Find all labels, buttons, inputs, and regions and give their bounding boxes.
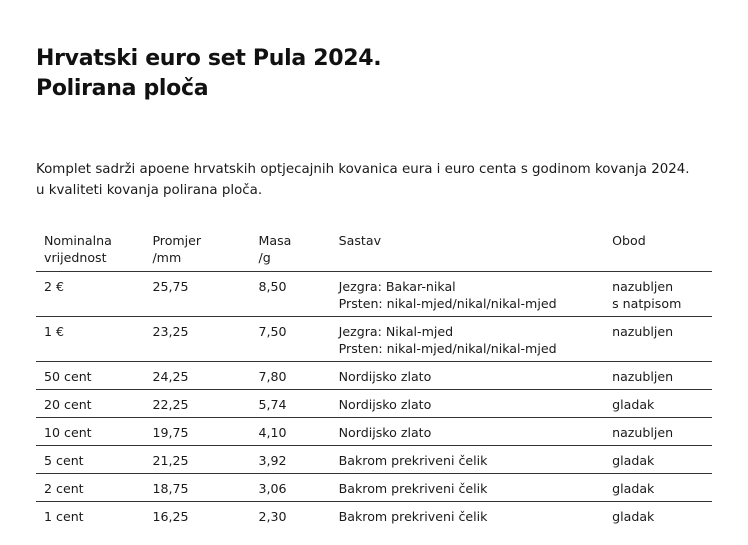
- cell-composition: [331, 272, 604, 317]
- page-title: [36, 44, 381, 104]
- table-row: [36, 390, 712, 418]
- cell-composition: [331, 362, 604, 390]
- cell-mass: 7,50: [251, 317, 331, 362]
- cell-composition-line: Nordijsko zlato: [338, 397, 432, 412]
- cell-edge: [604, 418, 712, 446]
- header-mass: [251, 228, 331, 272]
- coin-spec-table: [36, 228, 712, 529]
- cell-diameter: 24,25: [144, 362, 250, 390]
- cell-composition-line: Bakrom prekriveni čelik: [338, 509, 488, 524]
- cell-edge: [604, 390, 712, 418]
- table-header: [36, 228, 712, 272]
- header-nominal-line-1: Nominalna: [44, 233, 112, 248]
- cell-nominal: 20 cent: [36, 390, 144, 418]
- cell-composition-line: Jezgra: Bakar-nikal: [338, 279, 456, 294]
- cell-diameter: 19,75: [144, 418, 250, 446]
- cell-edge-line: nazubljen: [612, 279, 674, 294]
- cell-nominal: 2 cent: [36, 474, 144, 502]
- header-diameter-line-2: /mm: [152, 250, 182, 265]
- cell-mass: 7,80: [251, 362, 331, 390]
- cell-nominal: 1 cent: [44, 509, 84, 524]
- header-mass-line-2: /g: [258, 250, 271, 265]
- cell-nominal: 5 cent: [36, 446, 144, 474]
- cell-diameter: 22,25: [144, 390, 250, 418]
- table-row: [36, 446, 712, 474]
- cell-diameter: 23,25: [144, 317, 250, 362]
- cell-edge-line: nazubljen: [612, 369, 674, 384]
- cell-nominal: 10 cent: [36, 418, 144, 446]
- header-nominal: [36, 228, 144, 272]
- intro-line-1: Komplet sadrži apoene hrvatskih optjecajnih kovanica eura i euro centa s godinom kovanja 2024.: [36, 162, 690, 177]
- cell-edge-line: s natpisom: [612, 296, 682, 311]
- cell-composition: [331, 446, 604, 474]
- cell-diameter: 25,75: [144, 272, 250, 317]
- header-edge-line-1: Obod: [612, 233, 646, 248]
- intro-line-2: u kvaliteti kovanja polirana ploča.: [36, 183, 263, 198]
- cell-edge-line: nazubljen: [612, 425, 674, 440]
- cell-composition: [331, 390, 604, 418]
- cell-composition-line: Jezgra: Nikal-mjed: [338, 324, 454, 339]
- table-row: [36, 362, 712, 390]
- cell-mass: 8,50: [251, 272, 331, 317]
- header-composition: [331, 228, 604, 272]
- title-line-1: Hrvatski euro set Pula 2024.: [36, 46, 382, 71]
- cell-nominal: 50 cent: [36, 362, 144, 390]
- cell-composition-line: Prsten: nikal-mjed/nikal/nikal-mjed: [338, 296, 557, 311]
- table-row: [36, 502, 712, 530]
- cell-nominal: 2 €: [36, 272, 144, 317]
- cell-edge-line: gladak: [612, 397, 655, 412]
- cell-composition-line: Bakrom prekriveni čelik: [338, 453, 488, 468]
- cell-composition: [331, 474, 604, 502]
- cell-composition-line: Prsten: nikal-mjed/nikal/nikal-mjed: [338, 341, 557, 356]
- header-nominal-line-2: vrijednost: [44, 250, 107, 265]
- cell-edge-line: nazubljen: [612, 324, 674, 339]
- intro-paragraph: [36, 159, 726, 201]
- header-diameter: [144, 228, 250, 272]
- cell-composition-line: Nordijsko zlato: [338, 425, 432, 440]
- cell-edge: [604, 362, 712, 390]
- cell-diameter: 18,75: [144, 474, 250, 502]
- cell-mass: 3,92: [251, 446, 331, 474]
- header-mass-line-1: Masa: [258, 233, 292, 248]
- cell-composition: [331, 317, 604, 362]
- cell-composition-line: Bakrom prekriveni čelik: [338, 481, 488, 496]
- table-row: [36, 474, 712, 502]
- cell-edge-line: gladak: [612, 453, 655, 468]
- cell-edge-line: gladak: [612, 481, 655, 496]
- cell-edge: [604, 317, 712, 362]
- cell-edge: [604, 502, 712, 530]
- cell-nominal: 1 €: [36, 317, 144, 362]
- cell-composition: [331, 502, 604, 530]
- table-row: [36, 317, 712, 362]
- cell-edge: [604, 446, 712, 474]
- cell-mass: 4,10: [251, 418, 331, 446]
- header-edge: [604, 228, 712, 272]
- cell-composition: [331, 418, 604, 446]
- cell-composition-line: Nordijsko zlato: [338, 369, 432, 384]
- table-header-row: [36, 228, 712, 272]
- cell-mass: 3,06: [251, 474, 331, 502]
- title-line-2: Polirana ploča: [36, 76, 209, 101]
- cell-mass: 5,74: [251, 390, 331, 418]
- cell-mass: 2,30: [258, 509, 287, 524]
- header-composition-line-1: Sastav: [338, 233, 382, 248]
- cell-diameter: 16,25: [152, 509, 189, 524]
- cell-edge: [604, 474, 712, 502]
- table-body: [36, 272, 712, 530]
- header-diameter-line-1: Promjer: [152, 233, 202, 248]
- table-row: [36, 418, 712, 446]
- cell-diameter: 21,25: [144, 446, 250, 474]
- table-row: [36, 272, 712, 317]
- cell-edge-line: gladak: [612, 509, 655, 524]
- cell-edge: [604, 272, 712, 317]
